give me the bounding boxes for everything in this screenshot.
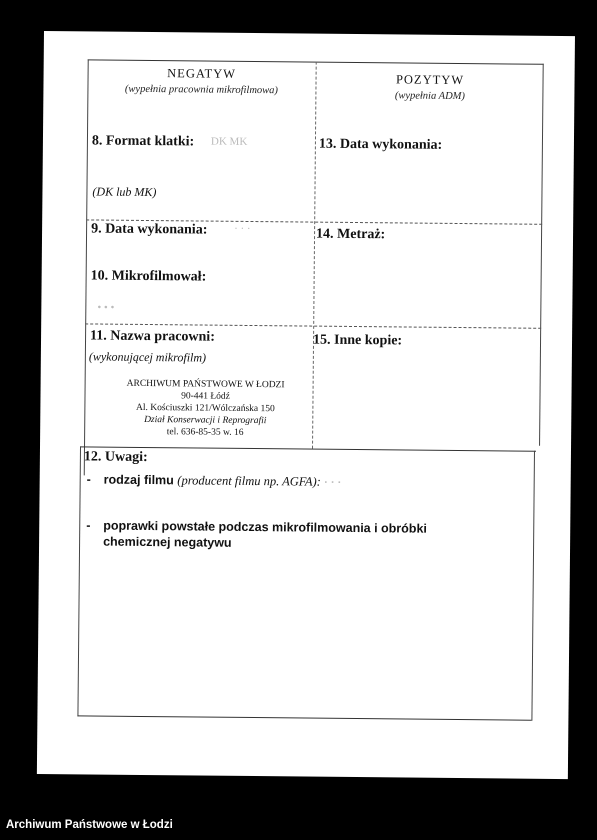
other-copies-label: 15. Inne kopie: [312,332,403,349]
film-type-line [104,473,342,490]
format-label: 8. Format klatki: [91,133,195,150]
corrections-line-2: chemicznej negatywu [103,534,232,550]
stamp-line-1: ARCHIWUM PAŃSTWOWE W ŁODZI [126,378,285,391]
negative-header: NEGATYW [167,66,237,81]
lab-name-hint: (wykonującej mikrofilm) [88,349,207,365]
remarks-right-border [531,451,535,721]
form-page [37,31,575,779]
remarks-label: 12. Uwagi: [83,449,148,466]
film-type-label: rodzaj filmu [103,472,174,488]
stamp-line-2: 90-441 Łódź [181,391,230,402]
row-divider-3 [80,446,536,451]
bullet-2: - [86,518,91,533]
operator-label: 10. Mikrofilmował: [90,268,207,285]
archive-watermark: Archiwum Państwowe w Łodzi [6,819,173,831]
film-type-hint: (producent filmu np. AGFA): [177,473,321,489]
bullet-1: - [86,472,91,487]
length-label: 14. Metraż: [315,226,386,243]
right-border [539,64,544,446]
bottom-border [77,715,531,720]
remarks-left-border [77,446,81,716]
operator-signature: • • • [97,301,115,314]
positive-date-label: 13. Data wykonania: [318,136,443,153]
film-type-value: · · · [324,476,342,489]
negative-date-value: · · · [234,222,251,235]
positive-subheader: (wypełnia ADM) [394,90,465,103]
negative-subheader: (wypełnia pracownia mikrofilmowa) [124,83,278,97]
positive-header: POZYTYW [395,72,465,88]
lab-name-label: 11. Nazwa pracowni: [90,328,215,345]
negative-date-label: 9. Data wykonania: [91,221,208,238]
left-border [84,59,89,475]
lab-stamp [90,377,321,439]
stamp-line-3: Al. Kościuszki 121/Wólczańska 150 [135,402,275,415]
corrections-line-1: poprawki powstałe podczas mikrofilmowania i obróbki [103,518,427,536]
format-hint: (DK lub MK) [92,184,157,200]
stamp-line-4: Dział Konserwacji i Reprografii [144,414,267,427]
format-value: DK MK [210,135,248,148]
stamp-line-5: tel. 636-85-35 w. 16 [166,427,244,438]
